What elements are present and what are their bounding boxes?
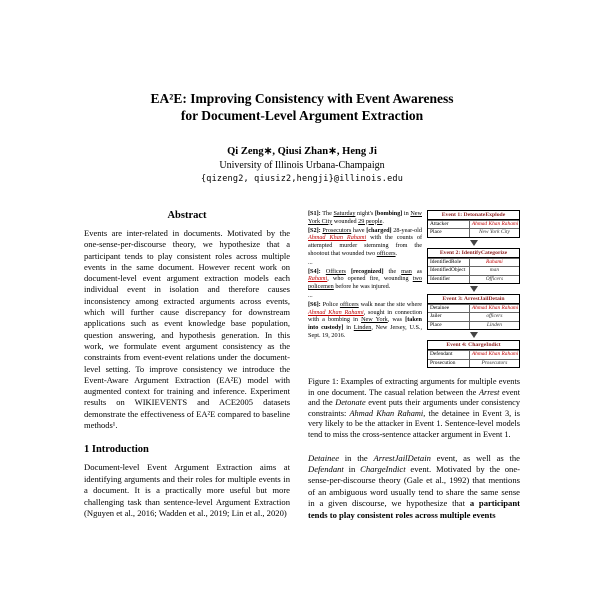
event-row [428,228,519,236]
snippet-ellipsis: ... [308,291,313,299]
argument-value: Officers [485,275,504,282]
argument-value: New York City [478,229,510,236]
section-heading-introduction: 1 Introduction [84,444,149,456]
left-column [84,210,290,521]
event-row [428,275,519,283]
event-title: Event 1: DetonateExplode [428,211,519,220]
argument-value: Ahmad Khan Rahami [471,221,519,227]
event-row [428,220,519,228]
event-row [428,258,519,266]
figure-1 [308,210,520,368]
introduction-text: Document-level Event Argument Extraction aims at identifying arguments and their roles for multiple events in a document. It is a practically more useful but more challenging task than sentence-level Argument Extraction (Nguyen et al., 2016; Wadden et al., 2019; Lin et al., 2020) [84,462,290,518]
argument-role: Attacker [428,221,470,228]
argument-value: Linden [486,321,502,328]
argument-value: Ahmad Khan Rahami [471,305,519,312]
event-box [427,248,520,284]
argument-value: Rahami [486,258,503,265]
snippet-ellipsis: ... [308,258,313,266]
paper-title-line2: for Document-Level Argument Extraction [180,108,424,123]
affiliation: University of Illinois Urbana-Champaign [219,160,385,171]
paper-title-line1: EA²E: Improving Consistency with Event Awareness [150,91,454,106]
argument-role: Detainee [428,305,470,312]
argument-role: Place [428,229,470,236]
arrow-down-icon [470,240,478,246]
argument-role: Identifier [428,276,470,283]
argument-role: IdentifiedObject [428,267,470,274]
snippet: [S1]: The Saturday night's [bombing] in New York City wounded 29 people. [308,210,422,225]
snippet: [S4]: Officers [recognized] the man as Rahami, who opened fire, wounding two policemen before he was injured. [308,267,423,291]
right-column [308,210,520,521]
argument-role: Jailer [428,313,470,320]
event-row [428,304,519,312]
event-box [427,294,520,330]
event-box [427,340,520,368]
argument-role: Prosecution [428,360,470,367]
snippet: [S6]: Police officers walk near the site where Ahmad Khan Rahami, sought in connection with a bombing in New York, was [taken into custody] in Linden, New Jersey, U.S., Sept. 19, 2016. [308,300,423,339]
abstract-text: Events are inter-related in documents. Motivated by the one-sense-per-discourse theory, we hypothesize that a participant tends to play consistent roles across multiple events in the same document. However recent work on document-level event argument extraction models each individual event in isolation and therefore causes inconsistency among extracted arguments across events, which will further cause discrepancy for downstream applications such as event knowledge base population, question answering, and hypothesis generation. In this work, we formulate event argument consistency as the constraints from event-event relations under the document-level setting. To improve consistency we introduce the Event-Aware Argument Extraction (EA²E) model with augmented context for training and inference. Experiment results on WIKIEVENTS and ACE2005 datasets demonstrate the effectiveness of EA²E compared to baseline methods¹. [84,228,290,431]
event-row [428,350,519,358]
figure-events [427,210,520,368]
argument-role: Defendant [428,351,470,358]
event-row [428,359,519,367]
snippet: [S2]: Prosecutors have [charged] 28-year-old Ahmad Khan Rahami with the counts of attempted murder stemming from the shootout that wounded two officers. [308,226,422,257]
argument-value: Prosecutors [481,359,508,366]
right-body-text: Detainee in the ArrestJailDetain event, as well as the Defendant in ChargeIndict event. Motivated by the one-sense-per-discourse theory (Gale et al., 1992) that mentions of an ambiguous word usually tend to share the same sense in a given discourse, we hypothesize that a participant tends to play consistent roles across multiple events [308,452,521,520]
event-row [428,312,519,320]
paper-title [84,90,520,124]
figure-snippets [308,210,422,341]
argument-role: Place [428,322,470,329]
arrow-down-icon [470,286,478,292]
event-title: Event 3: ArrestJailDetain [428,295,519,304]
argument-role: IdentifiedRole [428,259,470,266]
arrow-down-icon [470,332,478,338]
authors-line: Qi Zeng∗, Qiusi Zhan∗, Heng Ji [227,146,377,157]
abstract-heading: Abstract [167,210,207,221]
event-row [428,321,519,329]
figure-caption: Figure 1: Examples of extracting arguments for multiple events in one document. The casual relation between the Arrest event and the Detonate event puts their arguments under consistency constraints: Ahmad Khan Rahami, the detainee in Event 3, is very likely to be the attacker in Event 1. Sentence-level models tend to miss the cross-sentence attacker argument in Event 1. [308,377,520,440]
email-line: {qizeng2, qiusiz2,hengji}@illinois.edu [200,174,404,184]
argument-value: officers [486,313,503,320]
two-column-body [84,210,520,521]
event-title: Event 2: IdentifyCategorize [428,249,519,258]
argument-value: man [489,267,500,274]
event-row [428,266,519,274]
event-title: Event 4: ChargeIndict [428,341,519,350]
argument-value: Ahmad Khan Rahami [471,351,519,358]
event-box [427,210,520,238]
